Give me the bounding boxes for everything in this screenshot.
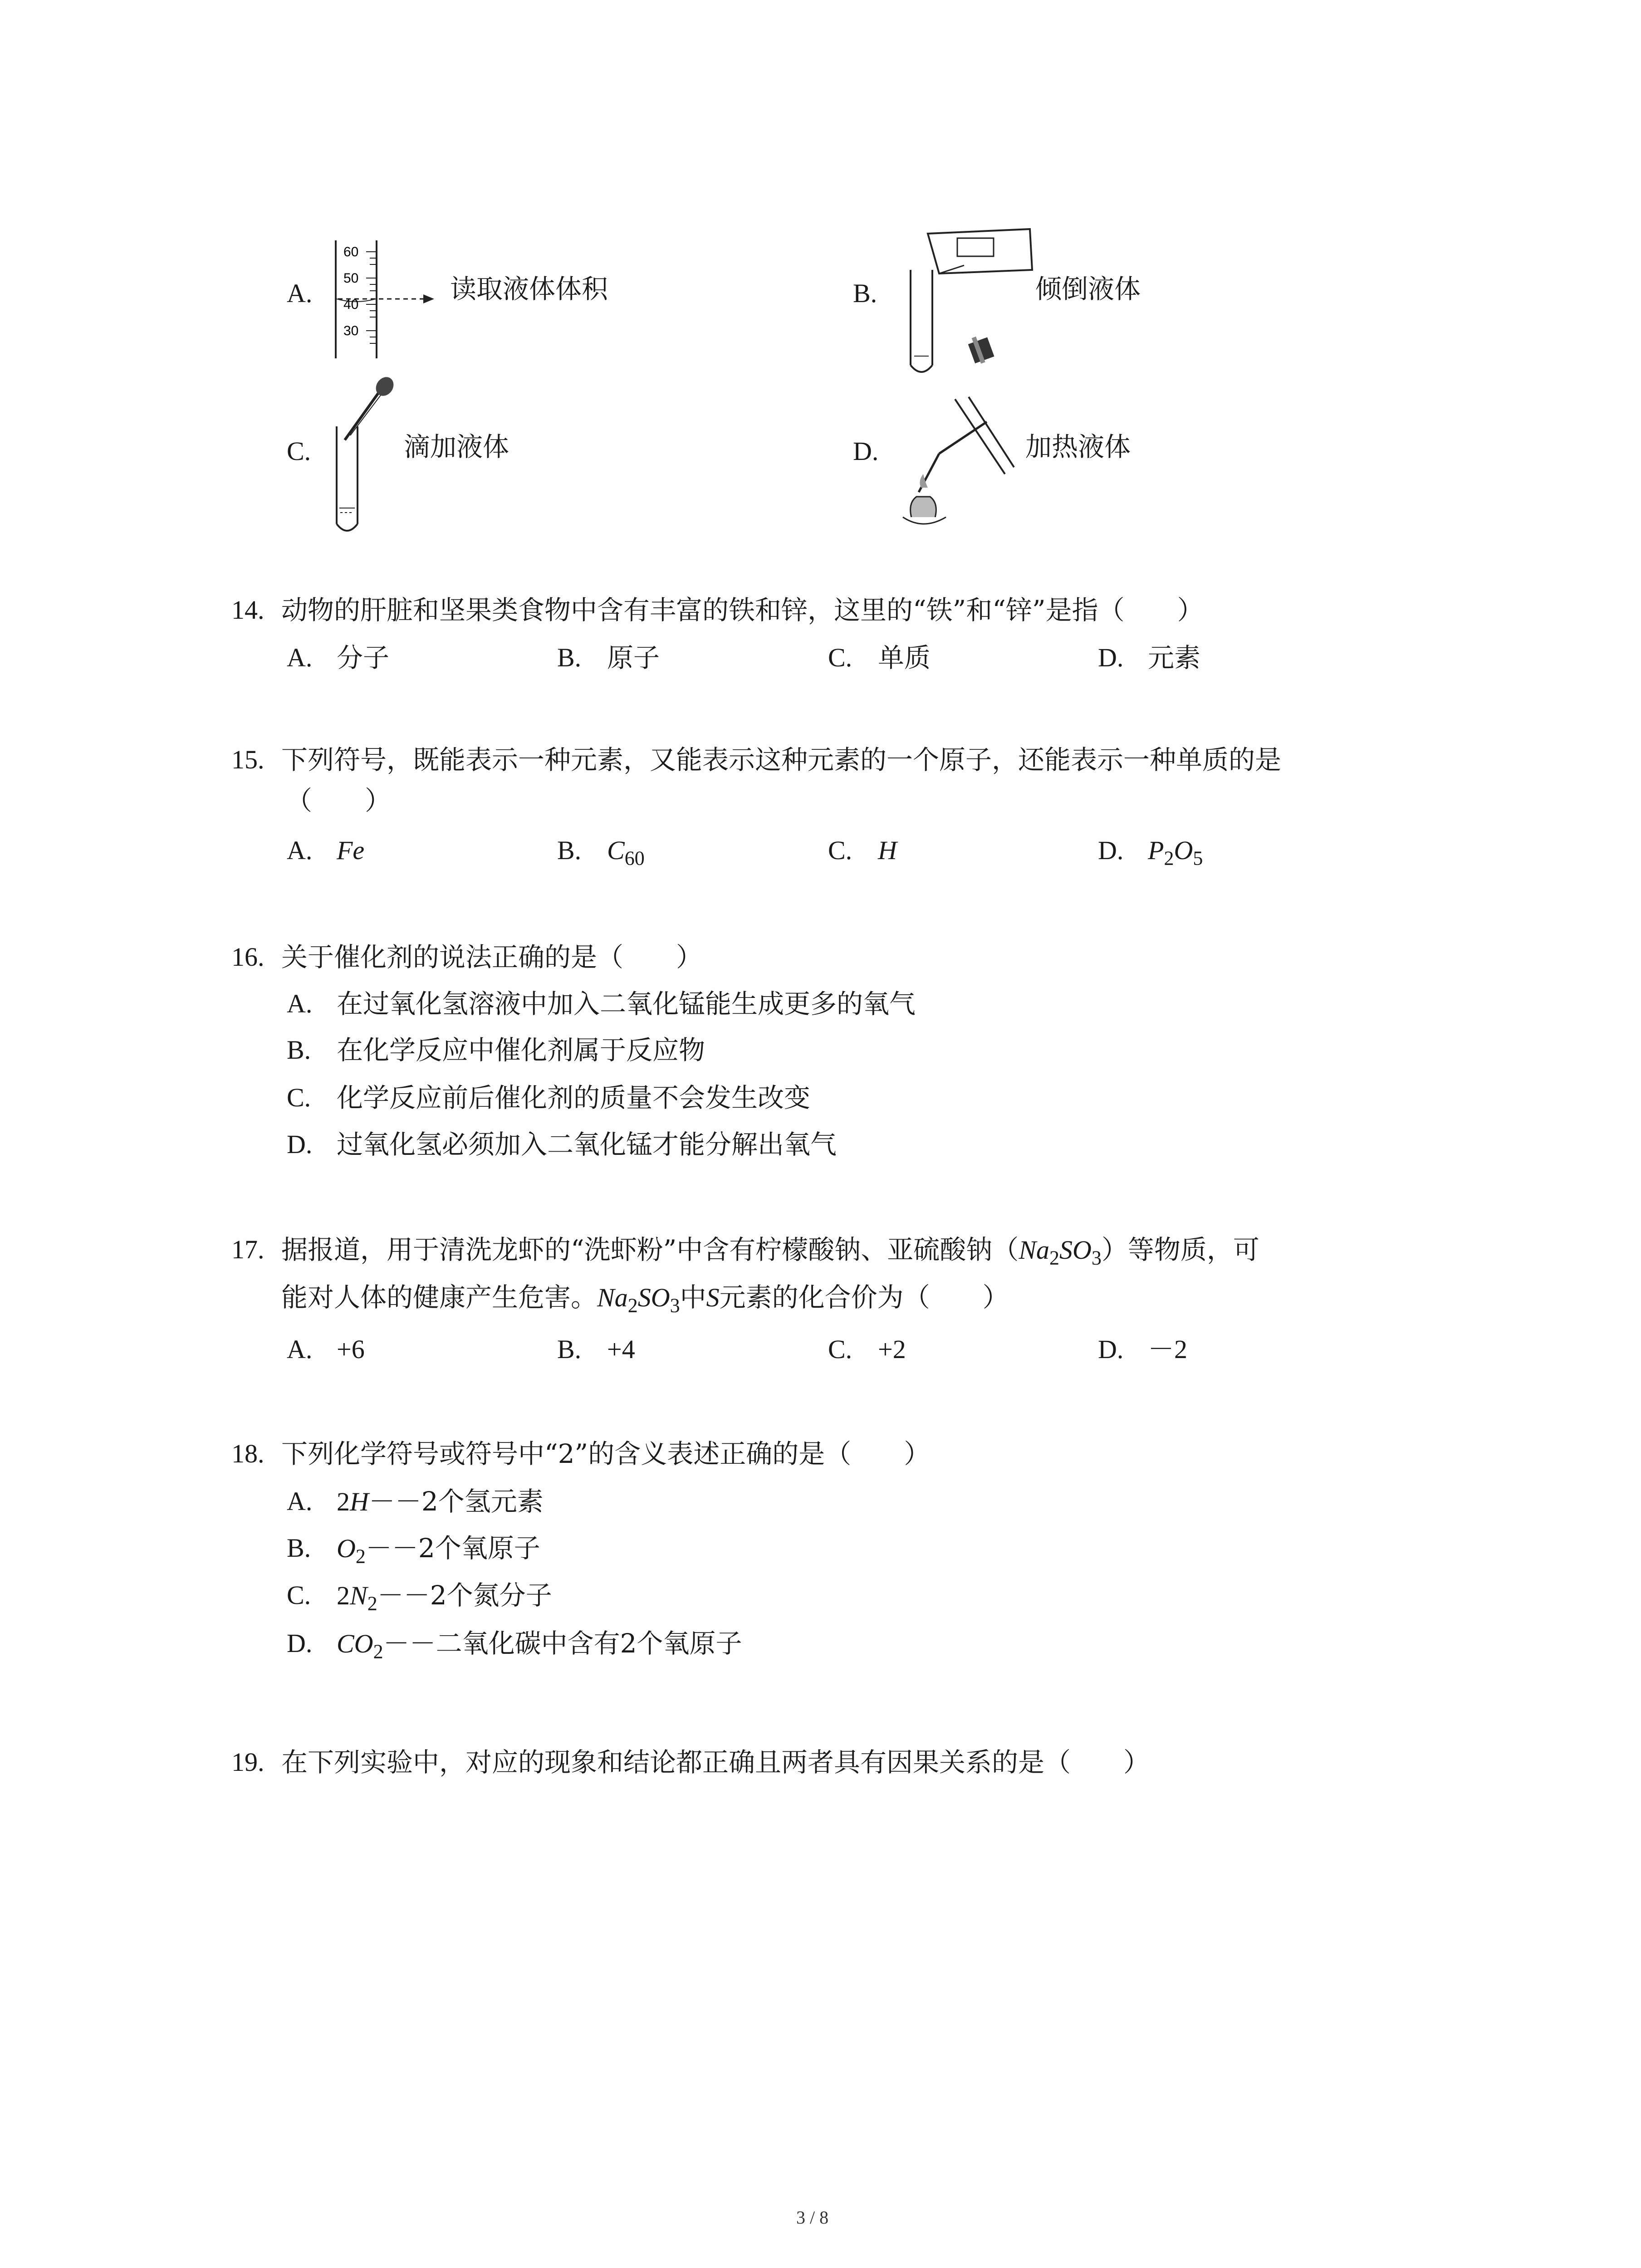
q14-option-a-text: 分子 [337, 642, 390, 673]
cylinder-scale-50: 50 [343, 271, 359, 286]
q14-option-d-letter: D. [1098, 643, 1124, 672]
cylinder-scale-30: 30 [343, 323, 359, 338]
q17-option-b-text: +4 [607, 1334, 635, 1364]
q16-option-a-text: 在过氧化氢溶液中加入二氧化锰能生成更多的氧气 [337, 988, 916, 1019]
q13-option-c-text: 滴加液体 [404, 431, 509, 462]
q17-option-d-letter: D. [1098, 1334, 1124, 1364]
q14-option-b-letter: B. [557, 643, 582, 672]
q18-option-b-letter: B. [287, 1533, 311, 1563]
q15-option-a-letter: A. [287, 836, 313, 865]
q15-option-d-letter: D. [1098, 836, 1124, 865]
q13-option-b-text: 倾倒液体 [1035, 274, 1141, 304]
q13-option-a-letter: A. [287, 279, 313, 308]
q18-option-d-letter: D. [287, 1628, 313, 1658]
q16-option-a-letter: A. [287, 989, 313, 1018]
q15-option-b-letter: B. [557, 836, 582, 865]
q17-line1: 据报道，用于清洗龙虾的“洗虾粉”中含有柠檬酸钠、亚硫酸钠$(Na_2SO_3)$等物质，可 [281, 1234, 1259, 1269]
q18-number: 18. [231, 1439, 265, 1468]
q13-option-d-text: 加热液体 [1025, 431, 1131, 462]
heating-tube-icon [892, 395, 1028, 531]
q14-stem: 动物的肝脏和坚果类食物中含有丰富的铁和锌，这里的“铁”和“锌”是指（ ） [281, 595, 1204, 626]
q18-option-b-text: $O_2--2$个氧原子 [337, 1533, 540, 1568]
q16-option-d-letter: D. [287, 1129, 313, 1159]
q17-option-a-letter: A. [287, 1334, 313, 1364]
q16-option-c-text: 化学反应前后催化剂的质量不会发生改变 [337, 1082, 811, 1113]
q15-number: 15. [231, 745, 265, 774]
q13-option-d-letter: D. [853, 436, 879, 466]
q16-option-c-letter: C. [287, 1083, 311, 1112]
graduated-cylinder-icon [333, 238, 442, 361]
q18-stem: 下列化学符号或符号中“2”的含义表述正确的是（ ） [281, 1438, 931, 1469]
q15-option-d-formula: $P_2O_5$ [1148, 836, 1203, 870]
q16-option-b-letter: B. [287, 1035, 311, 1065]
q15-stem-line1: 下列符号，既能表示一种元素，又能表示这种元素的一个原子，还能表示一种单质的是 [281, 744, 1282, 775]
q18-option-c-letter: C. [287, 1580, 311, 1610]
q18-option-c-text: $2N_2--2$个氮分子 [337, 1580, 552, 1615]
q15-option-c-letter: C. [828, 836, 852, 865]
q17-line2: 能对人体的健康产生危害。$Na_2SO_3$中S元素的化合价为（ ） [281, 1282, 1009, 1317]
page-number: 3 / 8 [796, 2207, 829, 2228]
q18-option-a-letter: A. [287, 1486, 313, 1516]
q19-number: 19. [231, 1747, 265, 1777]
q14-option-b-text: 原子 [607, 642, 660, 673]
q16-option-b-text: 在化学反应中催化剂属于反应物 [337, 1035, 705, 1066]
q18-option-d-text: $CO_2--$二氧化碳中含有2个氧原子 [337, 1628, 742, 1663]
q13-option-c-letter: C. [287, 436, 311, 466]
q15-option-a-formula: Fe [337, 836, 365, 865]
cylinder-scale-40: 40 [343, 297, 359, 312]
q19-stem: 在下列实验中，对应的现象和结论都正确且两者具有因果关系的是（ ） [281, 1747, 1150, 1778]
q17-option-b-letter: B. [557, 1334, 582, 1364]
q13-option-b-letter: B. [853, 279, 877, 308]
q16-option-d-text: 过氧化氢必须加入二氧化锰才能分解出氧气 [337, 1129, 837, 1160]
q17-option-a-text: +6 [337, 1334, 365, 1364]
q13-option-a-text: 读取液体体积 [450, 274, 608, 304]
q15-option-c-formula: H [878, 836, 897, 865]
q14-option-c-text: 单质 [878, 642, 931, 673]
q14-option-a-letter: A. [287, 643, 313, 672]
q15-stem-line2: （ ） [286, 785, 392, 816]
q16-stem: 关于催化剂的说法正确的是（ ） [281, 942, 703, 973]
q17-option-c-text: +2 [878, 1334, 906, 1364]
cylinder-scale-60: 60 [343, 244, 359, 259]
q15-option-b-formula: $C_{60}$ [607, 836, 645, 870]
pouring-liquid-icon [896, 220, 1046, 383]
q14-option-c-letter: C. [828, 643, 852, 672]
q17-option-c-letter: C. [828, 1334, 852, 1364]
q16-number: 16. [231, 942, 265, 972]
q14-option-d-text: 元素 [1148, 642, 1201, 673]
dropper-tube-icon [327, 372, 399, 540]
q14-number: 14. [231, 595, 265, 625]
q18-option-a-text: 2H－－2个氢元素 [337, 1486, 544, 1517]
q17-number: 17. [231, 1235, 265, 1264]
q17-option-d-text: －2 [1148, 1334, 1188, 1364]
